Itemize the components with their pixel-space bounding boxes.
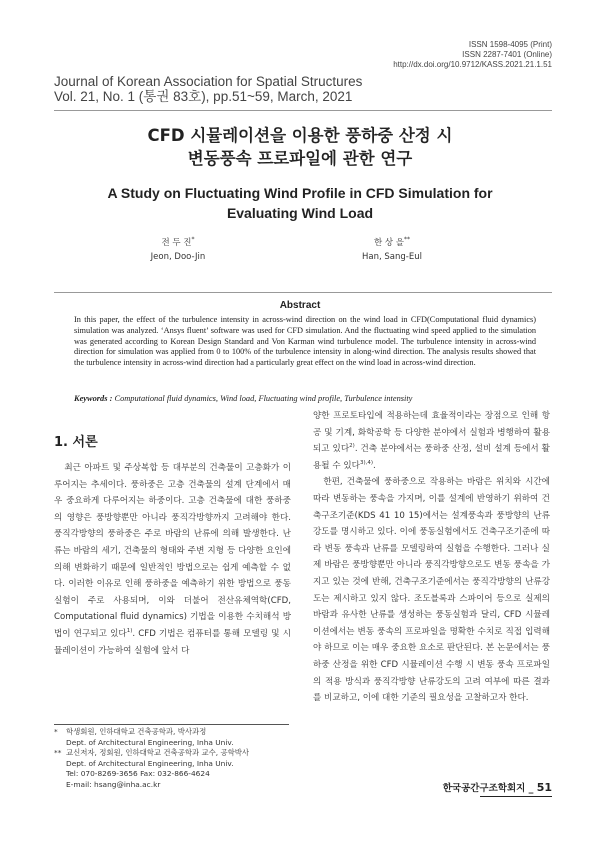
citation-2[interactable]: 2) xyxy=(349,443,355,450)
author-2-name-ko: 한 상 을 xyxy=(373,238,405,248)
page-number: 51 xyxy=(536,781,552,794)
footer-journal-name: 한국공간구조학회지 _ xyxy=(442,783,537,794)
volume-info: Vol. 21, No. 1 (통권 83호), pp.51~59, March, 2021 xyxy=(54,89,353,104)
footnote-1-line1: 학생회원, 인하대학교 건축공학과, 박사과정 xyxy=(66,727,207,736)
footnote-2 xyxy=(54,748,299,790)
right-text-b: . 건축 분야에서는 풍하중 산정, 설비 설계 등에서 활용될 수 있다 xyxy=(313,444,550,471)
english-title xyxy=(0,183,600,223)
footnote-1 xyxy=(54,727,299,748)
author-1-name-en: Jeon, Doo-Jin xyxy=(150,252,206,262)
footer-rule xyxy=(480,796,552,797)
page-footer xyxy=(443,780,552,794)
section-heading: 1. 서론 xyxy=(54,435,98,450)
author-2-name-en: Han, Sang-Eul xyxy=(362,252,422,262)
footnote-1-mark: * xyxy=(54,727,58,736)
right-text-a: 양한 프로토타입에 적용하는데 효율적이라는 장점으로 인해 항공 및 기계, 화학공학 등 다양한 분야에서 실험과 병행하여 활용되고 있다 xyxy=(313,411,550,455)
footnotes xyxy=(54,727,299,791)
english-title-line2: Evaluating Wind Load xyxy=(226,205,374,221)
footnote-rule xyxy=(54,724,289,725)
journal-name: Journal of Korean Association for Spatial Structures xyxy=(54,74,363,89)
abstract-body: In this paper, the effect of the turbulence intensity in across-wind direction on the wind load in CFD(Computational fluid dynamics) simulation was analyzed. ‘Ansys fluent’ software was used for CFD simulation. And the fluctuating wind speed applied to the simulation was generated according to Korean Design Standard and Von Karman wind turbulence model. The turbulence intensity in across-wind direction for simulation was applied from 0 to 100% of the turbulence intensity in along-wind direction. The analysis results showed that the turbulence intensity in across-wind direction had a particularly great effect on the wind load in across-wind direction. xyxy=(74,315,536,368)
footnote-2-line2: Dept. of Architectural Engineering, Inha Univ. xyxy=(66,758,234,768)
keywords-list: Computational fluid dynamics, Wind load, Fluctuating wind profile, Turbulence intensity xyxy=(114,394,413,403)
english-title-line1: A Study on Fluctuating Wind Profile in CFD Simulation for xyxy=(107,185,493,201)
issn-print: ISSN 1598-4095 (Print) xyxy=(468,40,552,49)
keywords-label: Keywords : xyxy=(74,394,115,403)
author-1-mark: * xyxy=(191,236,195,244)
author-2 xyxy=(312,236,472,264)
intro-text: 최근 아파트 및 주상복합 등 대부분의 건축물이 고층화가 이루어지는 추세이다. 풍하중은 고층 건축물의 설계 단계에서 매우 중요하게 다루어지는 하중이다. 고층 건축물에 대한 풍하중의 영향은 풍방향뿐만 아니라 풍직각방향까지 고려해야 한다. 풍직각방향의 풍하중은 주로 바람의 난류에 의해 발생한다. 난류는 바람의 세기, 건축물의 형태와 주변 지형 등 다양한 요인에 의해 변화하기 때문에 일반적인 방법으로는 쉽게 예측할 수 없다. 이러한 이유로 인해 풍하중을 예측하기 위한 방법으로 풍동실험이 주로 사용되며, 이와 더불어 전산유체역학(CFD, Computational fluid dynamics) 기법을 이용한 수치해석 방법이 연구되고 있다 xyxy=(54,463,291,639)
intro-paragraph xyxy=(54,460,291,659)
abstract-heading: Abstract xyxy=(279,300,321,311)
author-1 xyxy=(98,236,258,264)
journal-header xyxy=(54,74,362,104)
korean-title-line2: 변동풍속 프로파일에 관한 연구 xyxy=(187,149,413,168)
citation-3-4[interactable]: 3),4) xyxy=(359,459,374,466)
footnote-2-line3: Tel: 070-8269-3656 Fax: 032-866-4624 xyxy=(66,769,210,779)
right-paragraph-1 xyxy=(313,408,550,474)
doi-link[interactable]: http://dx.doi.org/10.9712/KASS.2021.21.1.51 xyxy=(393,60,552,69)
footnote-2-mark: ** xyxy=(54,748,62,758)
footnote-email[interactable]: E-mail: hsang@inha.ac.kr xyxy=(66,779,161,789)
issn-block xyxy=(393,40,552,70)
author-2-mark: ** xyxy=(404,236,411,244)
korean-title-line1: CFD 시뮬레이션을 이용한 풍하중 산정 시 xyxy=(147,126,453,145)
body-column-right xyxy=(313,408,550,707)
korean-title xyxy=(0,124,600,170)
right-paragraph-2: 한편, 건축물에 풍하중으로 작용하는 바람은 위치와 시간에 따라 변동하는 풍속을 가지며, 이를 설계에 반영하기 위하여 건축구조기준(KDS 41 10 15)에서는 설계풍속과 풍방향의 난류강도를 명시하고 있다. 이에 풍동실험에서도 건축구조기준에 따라 변동 풍속과 난류를 모델링하여 실험을 수행한다. 그러나 실제 바람은 풍방향뿐만 아니라 풍직각방향으로도 변동 풍속을 가지고 있는 것에 반해, 건축구조기준에서는 풍직각방향의 난류강도는 제시하고 있지 않다. 조도블록과 스파이어 등으로 실제의 바람과 유사한 난류를 생성하는 풍동실험과 달리, CFD 시뮬레이션에서는 변동 풍속의 프로파일을 명확한 수치로 직접 입력해야 하므로 이는 매우 중요한 요소로 판단된다. 본 논문에서는 풍하중 산정을 위한 CFD 시뮬레이션 수행 시 변동 풍속 프로파일의 적용 방식과 풍직각방향 난류강도의 고려 여부에 따른 결과를 비교하고, 이에 대한 기준의 필요성을 고찰하고자 한다. xyxy=(313,477,550,704)
body-column-left xyxy=(54,460,291,659)
footnote-1-line2: Dept. of Architectural Engineering, Inha Univ. xyxy=(66,737,234,747)
intro-text-cont: . CFD 기법은 컴퓨터를 통해 모델링 및 시뮬레이션이 가능하여 실험에 앞서 다 xyxy=(54,628,291,656)
citation-1[interactable]: 1) xyxy=(126,628,133,635)
abstract-top-rule xyxy=(54,292,552,293)
right-text-c: . xyxy=(373,460,376,471)
footnote-2-line1: 교신저자, 정회원, 인하대학교 건축공학과 교수, 공학박사 xyxy=(66,748,250,758)
header-divider xyxy=(54,110,552,111)
keywords xyxy=(74,394,554,403)
issn-online: ISSN 2287-7401 (Online) xyxy=(462,50,552,59)
author-1-name-ko: 전 두 진 xyxy=(161,238,192,248)
